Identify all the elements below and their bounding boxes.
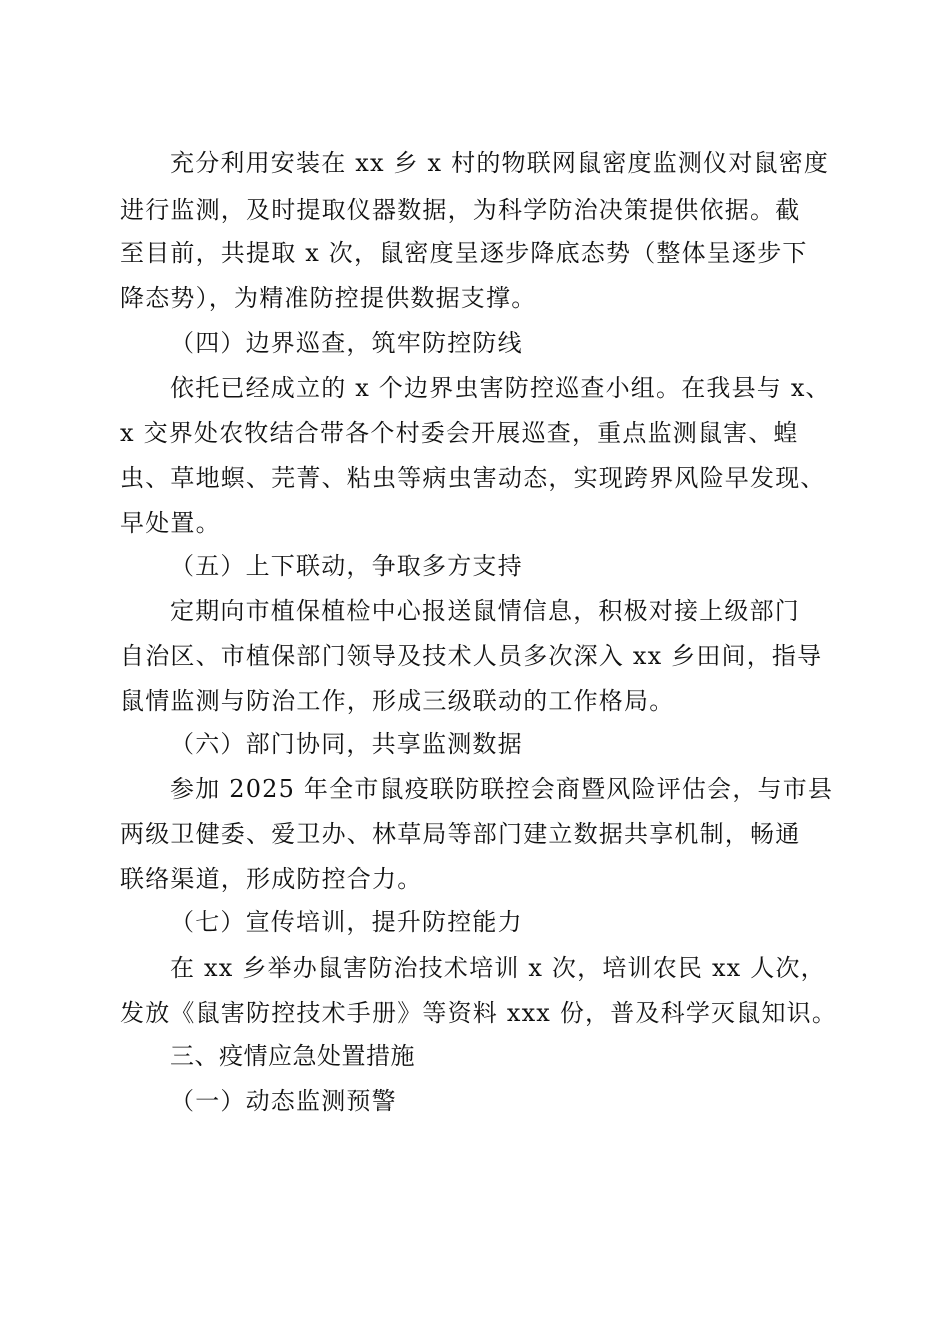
paragraph-2-line-3: 虫、草地螟、芫菁、粘虫等病虫害动态，实现跨界风险早发现、: [120, 464, 826, 492]
paragraph-2-line-2: x 交界处农牧结合带各个村委会开展巡查，重点监测鼠害、蝗: [120, 419, 799, 447]
paragraph-1-line-3: 至目前，共提取 x 次，鼠密度呈逐步降底态势（整体呈逐步下: [120, 239, 808, 267]
paragraph-5-line-1: 在 xx 乡举办鼠害防治技术培训 x 次，培训农民 xx 人次，: [170, 954, 826, 982]
paragraph-5-line-2: 发放《鼠害防控技术手册》等资料 xxx 份，普及科学灭鼠知识。: [120, 999, 838, 1027]
subheading-four: （四）边界巡查，筑牢防控防线: [170, 329, 523, 357]
paragraph-1-line-1: 充分利用安装在 xx 乡 x 村的物联网鼠密度监测仪对鼠密度: [170, 149, 830, 177]
section-three-subheading-one: （一）动态监测预警: [170, 1087, 397, 1115]
subheading-five: （五）上下联动，争取多方支持: [170, 552, 523, 580]
paragraph-4-line-2: 两级卫健委、爱卫办、林草局等部门建立数据共享机制，畅通: [120, 820, 801, 848]
paragraph-1-line-2: 进行监测，及时提取仪器数据，为科学防治决策提供依据。截: [120, 196, 801, 224]
subheading-seven: （七）宣传培训，提升防控能力: [170, 908, 523, 936]
paragraph-3-line-1: 定期向市植保植检中心报送鼠情信息，积极对接上级部门: [170, 597, 800, 625]
paragraph-2-line-1: 依托已经成立的 x 个边界虫害防控巡查小组。在我县与 x、: [170, 374, 831, 402]
paragraph-2-line-4: 早处置。: [120, 509, 221, 537]
paragraph-3-line-3: 鼠情监测与防治工作，形成三级联动的工作格局。: [120, 687, 675, 715]
paragraph-3-line-2: 自治区、市植保部门领导及技术人员多次深入 xx 乡田间，指导: [120, 642, 823, 670]
paragraph-4-line-1: 参加 2025 年全市鼠疫联防联控会商暨风险评估会，与市县: [170, 775, 834, 803]
paragraph-1-line-4: 降态势），为精准防控提供数据支撑。: [120, 284, 537, 312]
paragraph-4-line-3: 联络渠道，形成防控合力。: [120, 865, 423, 893]
subheading-six: （六）部门协同，共享监测数据: [170, 730, 523, 758]
section-three-heading: 三、疫情应急处置措施: [170, 1042, 415, 1070]
